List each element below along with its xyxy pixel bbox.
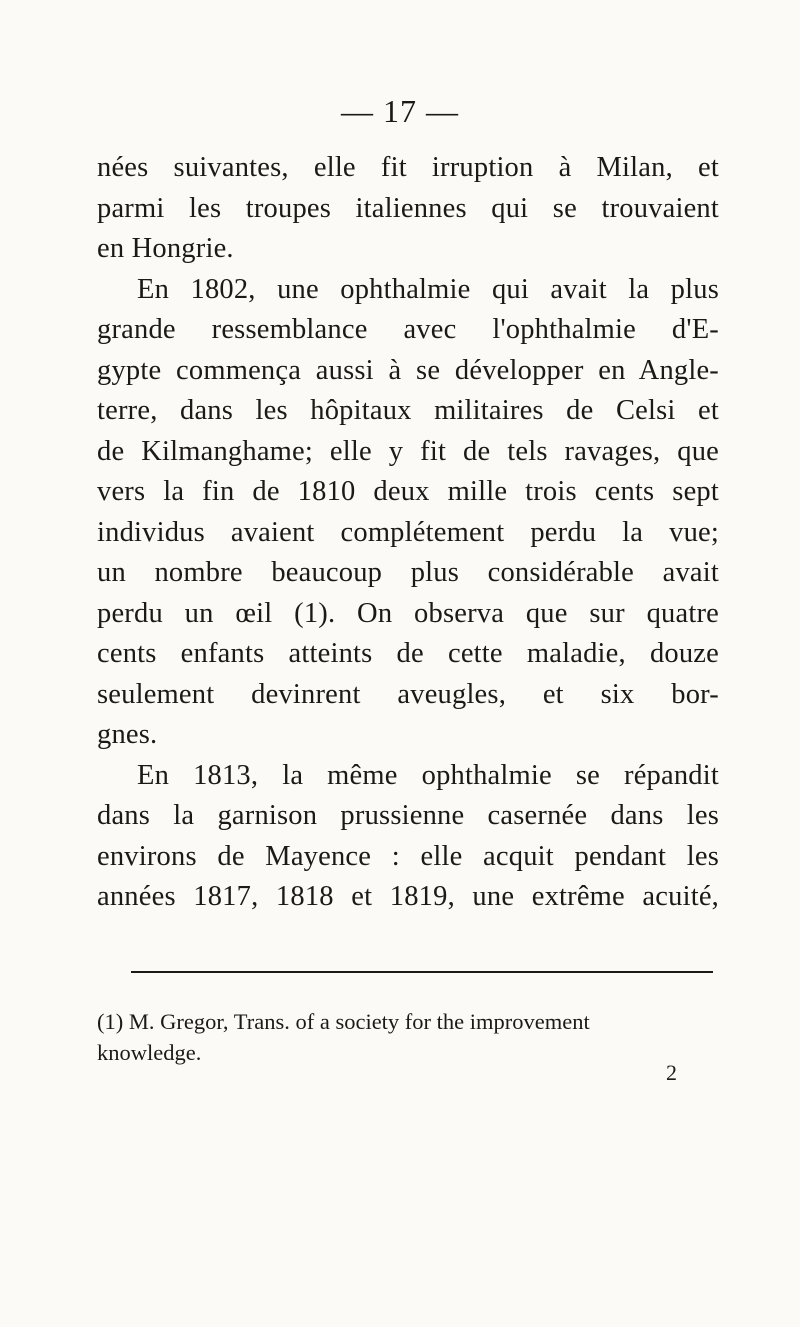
footnote bbox=[97, 1006, 721, 1068]
page-number: — 17 — bbox=[341, 93, 459, 129]
text-line: dans la garnison prussienne casernée dans les bbox=[97, 800, 719, 831]
text-line: vers la fin de 1810 deux mille trois cents sept bbox=[97, 476, 719, 507]
text-line: parmi les troupes italiennes qui se trouvaient bbox=[97, 192, 719, 224]
text-line: nées suivantes, elle fit irruption à Milan, et bbox=[97, 152, 719, 183]
text-line: un nombre beaucoup plus considérable avait bbox=[97, 557, 719, 588]
text-line: grande ressemblance avec l'ophthalmie d'E- bbox=[97, 314, 719, 345]
text-line: gnes. bbox=[97, 719, 158, 750]
body-text bbox=[97, 148, 719, 918]
text-line: années 1817, 1818 et 1819, une extrême acuité, bbox=[97, 881, 719, 912]
text-line: seulement devinrent aveugles, et six bor- bbox=[97, 678, 719, 710]
text-line: perdu un œil (1). On observa que sur quatre bbox=[97, 597, 719, 629]
text-line: individus avaient complétement perdu la vue; bbox=[97, 516, 719, 548]
text-line: gypte commença aussi à se développer en Angle- bbox=[97, 354, 719, 386]
signature-mark: 2 bbox=[666, 1060, 677, 1085]
footnote-line: knowledge. bbox=[97, 1040, 202, 1065]
text-line: environs de Mayence : elle acquit pendant les bbox=[97, 840, 719, 872]
text-line: de Kilmanghame; elle y fit de tels ravages, que bbox=[97, 435, 719, 467]
text-line: en Hongrie. bbox=[97, 233, 234, 264]
text-line: terre, dans les hôpitaux militaires de Celsi et bbox=[97, 395, 719, 426]
footnote-line: (1) M. Gregor, Trans. of a society for the improvement bbox=[97, 1009, 590, 1034]
text-line: En 1802, une ophthalmie qui avait la plus bbox=[137, 273, 719, 305]
text-line: cents enfants atteints de cette maladie, douze bbox=[97, 638, 719, 669]
text-line: En 1813, la même ophthalmie se répandit bbox=[137, 759, 719, 791]
footnote-divider bbox=[131, 971, 713, 973]
